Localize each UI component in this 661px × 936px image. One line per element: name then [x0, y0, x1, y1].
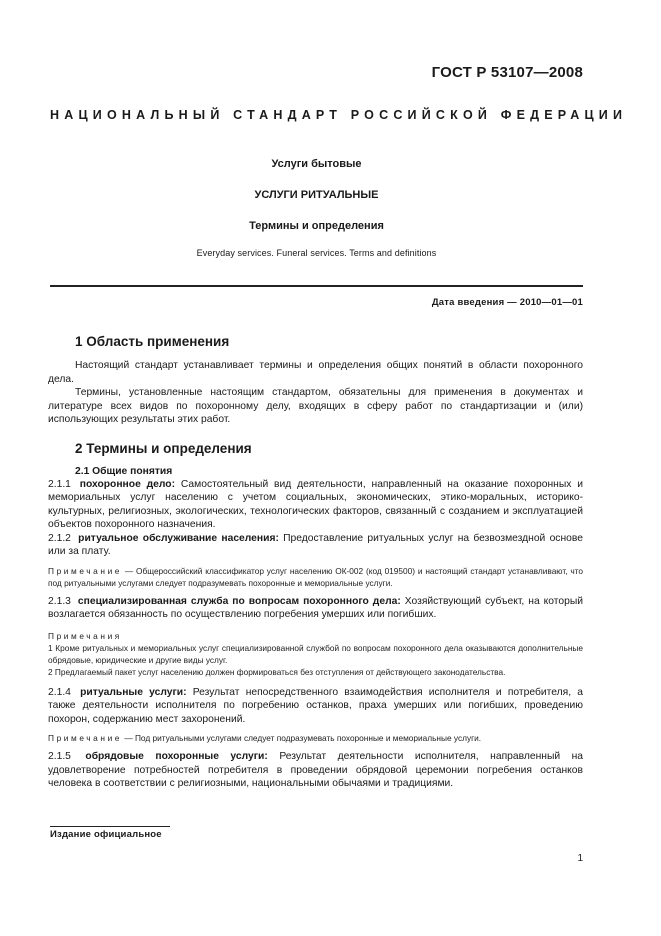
term-definition: Предоставление ритуальных услуг на безвозмездной основе или за плату.: [48, 532, 583, 557]
note-2-1-3-item-2: 2 Предлагаемый пакет услуг населению должен формироваться без отступления от действующего законодательства.: [48, 666, 506, 677]
note-2-1-3-item-1: 1 Кроме ритуальных и мемориальных услуг специализированной службой по вопросам похоронного дела оказываются дополнительные обрядовые, юридические и другие виды услуг.: [48, 642, 583, 665]
term-2-1-1: [48, 478, 583, 532]
term-2-1-2: [48, 532, 583, 559]
term-name: специализированная служба по вопросам похоронного дела:: [77, 595, 401, 607]
term-number: 2.1.2: [48, 532, 71, 544]
term-number: 2.1.1: [48, 478, 71, 490]
intro-date: Дата введения — 2010—01—01: [431, 297, 583, 308]
official-edition-label: Издание официальное: [50, 829, 162, 840]
term-name: ритуальные услуги:: [80, 686, 187, 698]
gost-number: ГОСТ Р 53107—2008: [431, 64, 583, 81]
title-english: Everyday services. Funeral services. Terms and definitions: [196, 248, 437, 258]
note-text: — Под ритуальными услугами следует подразумевать похоронные и мемориальные услуги.: [124, 733, 482, 743]
term-2-1-4: [48, 686, 583, 727]
national-standard-heading: НАЦИОНАЛЬНЫЙ СТАНДАРТ РОССИЙСКОЙ ФЕДЕРАЦИИ: [50, 108, 628, 122]
section-1-title: 1 Область применения: [75, 334, 230, 349]
term-name: ритуальное обслуживание населения:: [78, 532, 279, 544]
term-name: похоронное дело:: [79, 478, 176, 490]
term-definition: Результат деятельности исполнителя, направленный на удовлетворение потребностей потребителя в проведении обрядовой церемонии погребения останков человека в соответствии с религиозными, национальными обычаями и традициями.: [48, 751, 583, 789]
subsection-2-1-title: 2.1 Общие понятия: [75, 465, 173, 477]
term-2-1-5: [48, 750, 583, 791]
term-number: 2.1.5: [48, 751, 71, 762]
note-2-1-2: [48, 565, 583, 589]
term-definition: Результат непосредственного взаимодействия исполнителя и потребителя, а также деятельности исполнителя по погребению останков, праха умерших или погибших, проведению похорон, содержанию мест захоронений.: [48, 686, 583, 725]
footer-rule: [50, 826, 170, 827]
section-1-paragraph-1: Настоящий стандарт устанавливает термины и определения общих понятий в области похоронного дела.: [48, 360, 583, 385]
term-number: 2.1.3: [48, 595, 71, 607]
term-definition: Хозяйствующий субъект, на который возлагается обязанность по осуществлению погребения умерших или погибших.: [48, 595, 583, 620]
term-name: обрядовые похоронные услуги:: [85, 751, 268, 762]
note-label: Примечание: [48, 565, 123, 576]
term-number: 2.1.4: [48, 686, 71, 698]
title-block: [50, 158, 583, 258]
title-subtitle: Термины и определения: [249, 220, 384, 232]
title-name: УСЛУГИ РИТУАЛЬНЫЕ: [254, 189, 379, 201]
title-category: Услуги бытовые: [271, 158, 362, 170]
note-text: — Общероссийский классификатор услуг населению ОК-002 (код 019500) и настоящий стандарт устанавливают, что под ритуальными услугами следует подразумевать похоронные и мемориальные услуги.: [48, 565, 584, 588]
page-number: 1: [577, 853, 583, 864]
note-2-1-4: [48, 732, 583, 744]
notes-label: Примечания: [48, 630, 122, 641]
section-1-paragraph-2: Термины, установленные настоящим стандартом, обязательны для применения в документах и литературе всех видов по похоронному делу, входящих в сферу работ по стандартизации и (или) использующих результаты этих работ.: [48, 387, 583, 425]
section-2-title: 2 Термины и определения: [75, 440, 252, 456]
document-body: [48, 334, 583, 791]
note-label: Примечание: [48, 733, 123, 743]
term-definition: Самостоятельный вид деятельности, направленный на оказание похоронных и мемориальных услуг населению с учетом социальных, экономических, этико-моральных, историко-культурных, религиозных, экологических, технологических факторов, связанный с созданием и эксплуатацией объектов похоронного назначения.: [48, 478, 583, 530]
header-rule: [50, 285, 583, 287]
term-2-1-3: [48, 595, 583, 622]
